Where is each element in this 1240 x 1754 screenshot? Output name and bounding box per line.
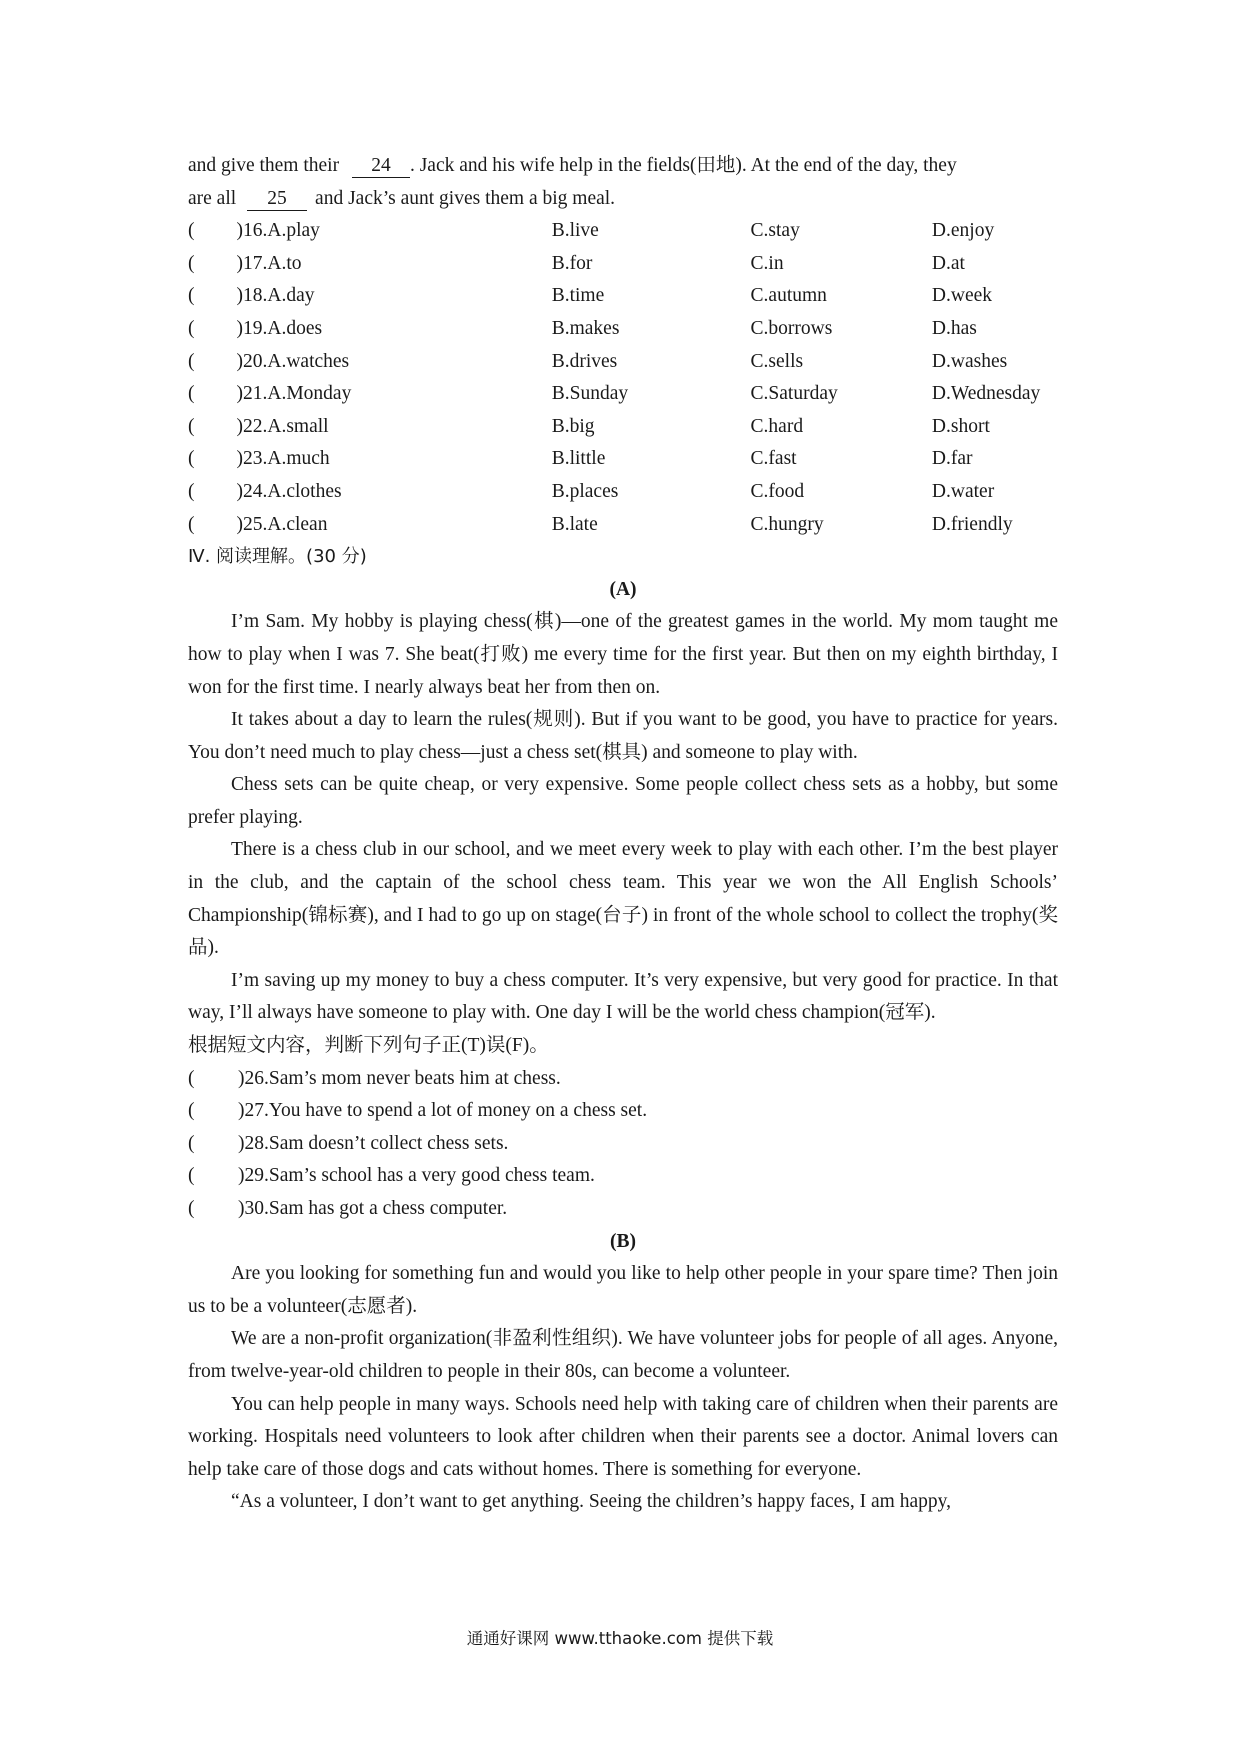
question-row: [188, 411, 1058, 444]
answer-paren: (: [188, 383, 195, 405]
answer-paren: (: [188, 1198, 195, 1219]
cloze-text: . Jack and his wife help in the fields(田地). At the end of the day, they: [409, 155, 957, 176]
answer-paren: (: [188, 1132, 195, 1154]
option-d: D.short: [931, 415, 990, 437]
tf-statement: )26.Sam’s mom never beats him at chess.: [238, 1067, 561, 1089]
option-a: )25.A.clean: [236, 513, 328, 535]
option-b: B.time: [551, 285, 605, 307]
question-row: [188, 215, 1058, 248]
option-d: D.enjoy: [931, 220, 995, 242]
tf-question: [188, 1160, 1058, 1193]
cloze-line-2: [188, 183, 1058, 216]
cloze-line-1: [188, 150, 1058, 183]
option-c: C.borrows: [750, 317, 833, 339]
option-d: D.at: [931, 252, 965, 274]
tf-question: [188, 1193, 1058, 1226]
option-b: B.places: [551, 480, 619, 502]
option-c: C.hard: [750, 415, 804, 437]
passage-a-paragraph: There is a chess club in our school, and we meet every week to play with each other. I’m the best player in the club, and the captain of the school chess team. This year we won the All English Schools’ Championship(锦标赛), and I had to go up on stage(台子) in front of the whole school to collect the trophy(奖品).: [188, 839, 1058, 959]
option-a: )24.A.clothes: [236, 480, 342, 502]
answer-paren: (: [188, 317, 195, 339]
section-heading-reading: Ⅳ. 阅读理解。(30 分): [188, 546, 367, 568]
option-c: C.Saturday: [750, 383, 838, 405]
answer-paren: (: [188, 252, 195, 274]
cloze-text: and give them their: [188, 155, 340, 176]
answer-paren: (: [188, 415, 195, 437]
option-a: )16.A.play: [236, 220, 320, 242]
passage-a-paragraph: I’m saving up my money to buy a chess computer. It’s very expensive, but very good for practice. In that way, I’ll always have someone to play with. One day I will be the world chess champion(冠军).: [188, 969, 1058, 1024]
passage-a-paragraph: Chess sets can be quite cheap, or very expensive. Some people collect chess sets as a hobby, but some prefer playing.: [188, 774, 1058, 828]
answer-paren: (: [188, 1165, 195, 1187]
option-b: B.live: [551, 220, 599, 242]
option-b: B.big: [551, 415, 595, 437]
option-b: B.little: [551, 448, 606, 470]
option-d: D.has: [931, 317, 977, 339]
option-d: D.water: [931, 480, 995, 502]
option-c: C.in: [750, 252, 784, 274]
choice-questions: [188, 215, 1058, 541]
answer-paren: (: [188, 220, 195, 242]
answer-paren: (: [188, 1067, 195, 1089]
question-row: [188, 346, 1058, 379]
answer-paren: (: [188, 448, 195, 470]
option-a: )22.A.small: [236, 415, 329, 437]
question-row: [188, 509, 1058, 542]
tf-question: [188, 1128, 1058, 1161]
option-d: D.week: [931, 285, 993, 307]
option-a: )21.A.Monday: [236, 383, 352, 405]
option-d: D.friendly: [931, 513, 1013, 535]
blank-24: 24: [352, 155, 410, 178]
option-a: )19.A.does: [236, 317, 323, 339]
tf-instruction: 根据短文内容，判断下列句子正(T)误(F)。: [188, 1035, 549, 1057]
passage-a-heading: (A): [609, 578, 637, 600]
exam-page: [188, 150, 1058, 1519]
option-c: C.stay: [750, 220, 800, 242]
answer-paren: (: [188, 513, 195, 535]
cloze-text: are all: [188, 187, 237, 209]
passage-b-heading: (B): [610, 1230, 636, 1252]
question-row: [188, 378, 1058, 411]
question-row: [188, 476, 1058, 509]
tf-question: [188, 1063, 1058, 1096]
passage-b-paragraph: “As a volunteer, I don’t want to get anything. Seeing the children’s happy faces, I am happy,: [231, 1491, 951, 1513]
option-b: B.Sunday: [551, 383, 629, 405]
passage-a-paragraph: I’m Sam. My hobby is playing chess(棋)—one of the greatest games in the world. My mom taught me how to play when I was 7. She beat(打败) me every time for the first year. But then on my eighth birthday, I won for the first time. I nearly always beat her from then on.: [188, 611, 1058, 698]
page-footer: 通通好课网 www.tthaoke.com 提供下载: [466, 1629, 774, 1648]
question-row: [188, 248, 1058, 281]
option-c: C.sells: [750, 350, 804, 372]
passage-b-paragraph: Are you looking for something fun and would you like to help other people in your spare time? Then join us to be a volunteer(志愿者).: [188, 1263, 1058, 1317]
option-c: C.autumn: [750, 285, 827, 307]
answer-paren: (: [188, 480, 195, 502]
answer-paren: (: [188, 285, 195, 307]
option-a: )23.A.much: [236, 448, 330, 470]
option-b: B.late: [551, 513, 598, 535]
option-a: )20.A.watches: [236, 350, 350, 372]
option-a: )17.A.to: [236, 252, 302, 274]
answer-paren: (: [188, 1100, 195, 1122]
cloze-text: and Jack’s aunt gives them a big meal.: [315, 187, 616, 209]
option-d: D.washes: [931, 350, 1008, 372]
tf-statement: )29.Sam’s school has a very good chess team.: [238, 1165, 595, 1187]
tf-statement: )27.You have to spend a lot of money on a chess set.: [238, 1100, 648, 1122]
question-row: [188, 280, 1058, 313]
option-b: B.for: [551, 252, 593, 274]
option-b: B.drives: [551, 350, 618, 372]
tf-question: [188, 1095, 1058, 1128]
tf-statement: )28.Sam doesn’t collect chess sets.: [238, 1132, 509, 1154]
option-c: C.hungry: [750, 513, 824, 535]
passage-b-paragraph: We are a non-profit organization(非盈利性组织). We have volunteer jobs for people of all ages. Anyone, from twelve-year-old children to people in their 80s, can become a volunteer.: [188, 1328, 1058, 1382]
option-d: D.Wednesday: [931, 383, 1041, 405]
passage-b-paragraph: You can help people in many ways. Schools need help with taking care of children when their parents are working. Hospitals need volunteers to look after children when their parents see a doctor. Animal lovers can help take care of those dogs and cats without homes. There is something for everyone.: [188, 1393, 1058, 1480]
option-c: C.fast: [750, 448, 797, 470]
question-row: [188, 443, 1058, 476]
option-d: D.far: [931, 448, 973, 470]
tf-statement: )30.Sam has got a chess computer.: [238, 1198, 508, 1219]
passage-a-paragraph: It takes about a day to learn the rules(规则). But if you want to be good, you have to practice for years. You don’t need much to play chess—just a chess set(棋具) and someone to play with.: [188, 709, 1058, 763]
blank-25: 25: [247, 188, 307, 211]
question-row: [188, 313, 1058, 346]
option-a: )18.A.day: [236, 285, 315, 307]
option-b: B.makes: [551, 317, 620, 339]
answer-paren: (: [188, 350, 195, 372]
option-c: C.food: [750, 480, 805, 502]
